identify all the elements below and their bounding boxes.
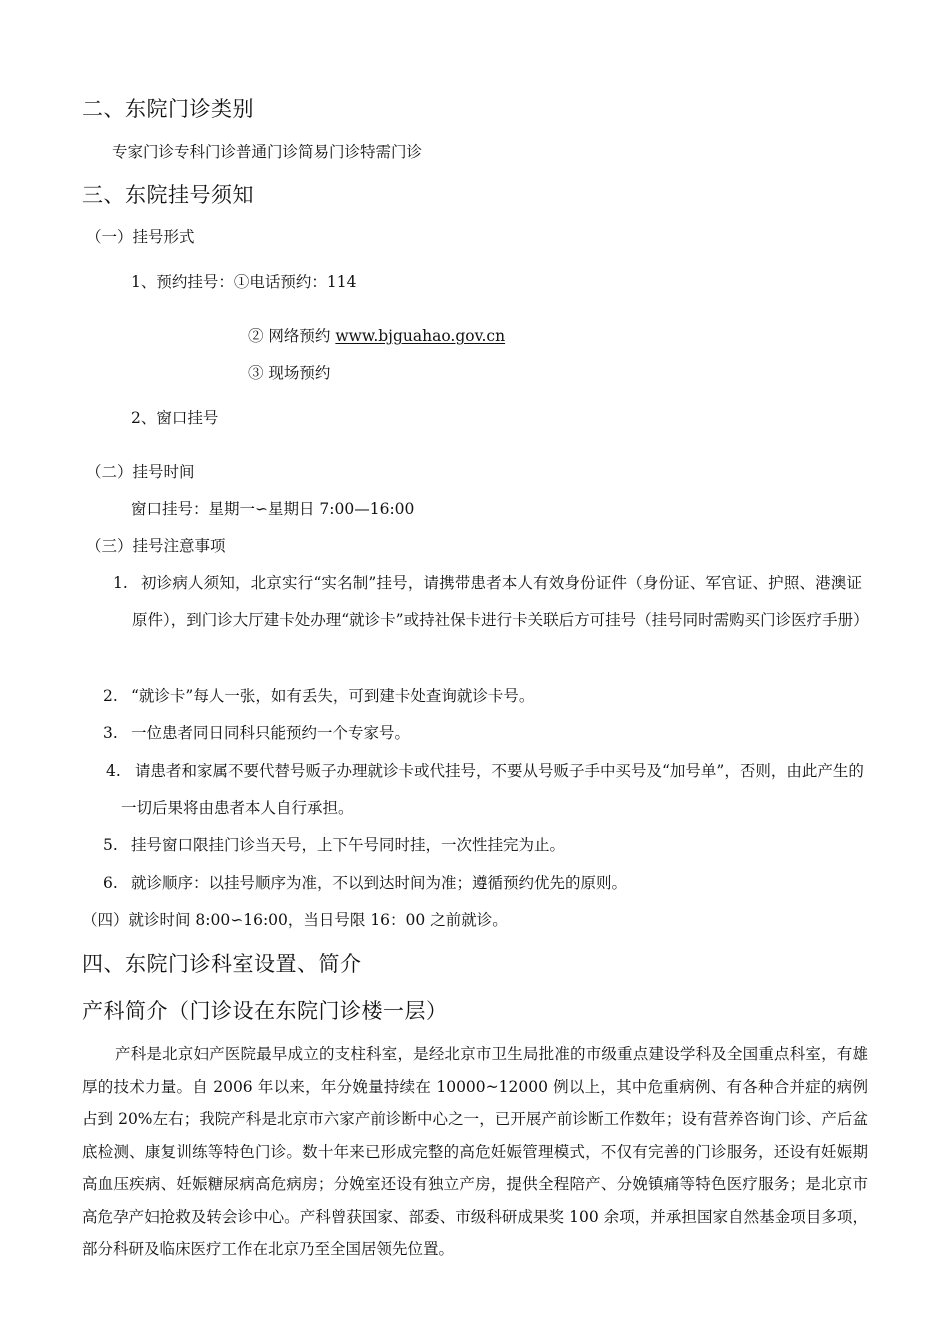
obstetrics-heading: 产科简介（门诊设在东院门诊楼一层） [82,999,448,1023]
note-item: 初诊病人须知，北京实行“实名制”挂号，请携带患者本人有效身份证件（身份证、军官证、护照、港澳证原件），到门诊大厅建卡处办理“就诊卡”或持社保卡进行卡关联后方可挂号（挂号同时需购买门诊医疗手册） [132,574,869,629]
clinic-types-text: 专家门诊专科门诊普通门诊简易门诊特需门诊 [112,143,423,161]
note-number: 6. [103,874,118,892]
note-item: 挂号窗口限挂门诊当天号，上下午号同时挂，一次性挂完为止。 [131,836,566,854]
section-heading-clinic-types: 二、东院门诊类别 [82,97,254,121]
section-heading-registration: 三、东院挂号须知 [82,183,254,207]
section-heading-departments: 四、东院门诊科室设置、简介 [82,952,362,976]
window-registration-item: 2、窗口挂号 [131,409,219,427]
note-number: 3. [103,724,118,742]
note-item: “就诊卡”每人一张，如有丢失，可到建卡处查询就诊卡号。 [131,687,535,705]
appointment-web-label: ② 网络预约 [248,327,336,345]
note-number: 4. [106,762,121,780]
appointment-phone-item: 1、预约挂号：①电话预约：114 [131,273,357,291]
registration-website-link[interactable]: www.bjguahao.gov.cn [335,327,506,345]
registration-form-heading: （一）挂号形式 [86,228,195,246]
note-number: 1. [113,574,128,592]
note-number: 2. [103,687,118,705]
note-item: 请患者和家属不要代替号贩子办理就诊卡或代挂号，不要从号贩子手中买号及“加号单”，否则，由此产生的一切后果将由患者本人自行承担。 [121,762,864,817]
note-number: 5. [103,836,118,854]
registration-time-text: 窗口挂号：星期一∽星期日 7:00—16:00 [131,500,415,518]
visit-time-text: （四）就诊时间 8:00∽16:00，当日号限 16：00 之前就诊。 [82,911,508,929]
appointment-onsite-item: ③ 现场预约 [248,364,331,382]
note-item: 一位患者同日同科只能预约一个专家号。 [131,724,411,742]
registration-time-heading: （二）挂号时间 [86,463,195,481]
registration-notes-heading: （三）挂号注意事项 [86,537,226,555]
obstetrics-paragraph: 产科是北京妇产医院最早成立的支柱科室，是经北京市卫生局批准的市级重点建设学科及全国重点科室，有雄厚的技术力量。自 2006 年以来，年分娩量持续在 10000~12000 例以上，其中危重病例、有各种合并症的病例占到 20%左右；我院产科是北京市六家产前诊断中心之一，已开展产前诊断工作数年；设有营养咨询门诊、产后盆底检测、康复训练等特色门诊。数十年来已形成完整的高危妊娠管理模式，不仅有完善的门诊服务，还设有妊娠期高血压疾病、妊娠糖尿病高危病房；分娩室还设有独立产房，提供全程陪产、分娩镇痛等特色医疗服务；是北京市高危孕产妇抢救及转会诊中心。产科曾获国家、部委、市级科研成果奖 100 余项，并承担国家自然基金项目多项，部分科研及临床医疗工作在北京乃至全国居领先位置。 [82,1045,868,1258]
note-item: 就诊顺序：以挂号顺序为准，不以到达时间为准；遵循预约优先的原则。 [131,874,628,892]
appointment-web-item [248,325,505,347]
